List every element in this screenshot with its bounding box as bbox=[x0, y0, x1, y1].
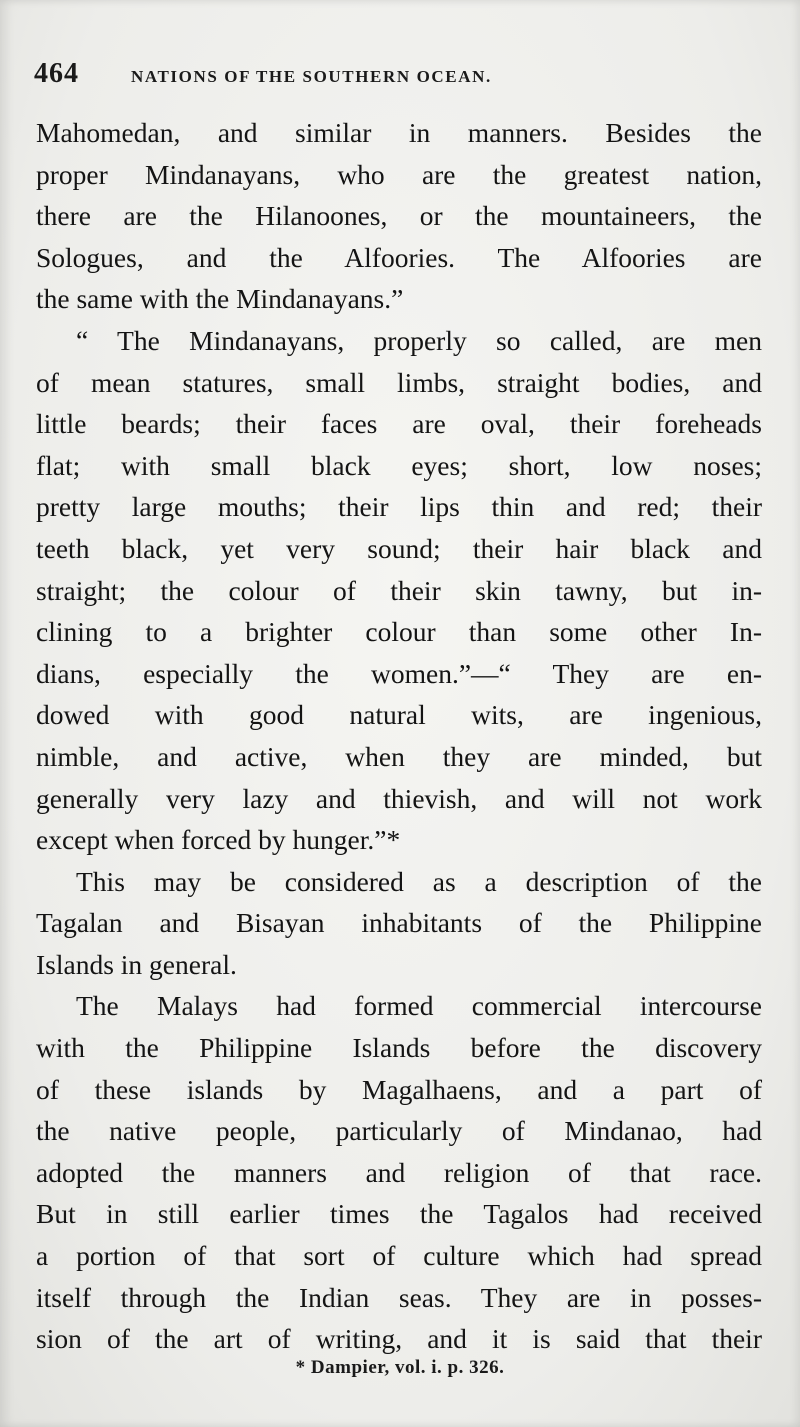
text-line: the native people, particularly of Mindanao, had bbox=[36, 1115, 762, 1147]
page-header bbox=[34, 58, 764, 98]
text-line: generally very lazy and thievish, and will not work bbox=[36, 782, 762, 814]
text-line: the same with the Mindanayans.” bbox=[36, 283, 404, 315]
text-line: clining to a brighter colour than some other In- bbox=[36, 616, 762, 648]
text-line: pretty large mouths; their lips thin and red; their bbox=[36, 491, 762, 523]
body-text bbox=[36, 112, 762, 1360]
footnote: * Dampier, vol. i. p. 326. bbox=[295, 1357, 505, 1378]
text-line: of mean statures, small limbs, straight bodies, and bbox=[36, 366, 762, 398]
text-line: adopted the manners and religion of that race. bbox=[36, 1156, 762, 1188]
text-line: Tagalan and Bisayan inhabitants of the Philippine bbox=[36, 907, 762, 939]
text-line: except when forced by hunger.”* bbox=[36, 824, 401, 856]
running-head: NATIONS OF THE SOUTHERN OCEAN. bbox=[131, 67, 492, 86]
text-line: sion of the art of writing, and it is said that their bbox=[36, 1323, 762, 1355]
text-line: Mahomedan, and similar in manners. Besides the bbox=[36, 117, 762, 148]
text-line: of these islands by Magalhaens, and a part of bbox=[36, 1073, 762, 1105]
text-line: itself through the Indian seas. They are in posses- bbox=[36, 1281, 762, 1313]
text-line: dians, especially the women.”—“ They are en- bbox=[36, 657, 762, 689]
text-line: there are the Hilanoones, or the mountaineers, the bbox=[36, 200, 762, 232]
text-line: nimble, and active, when they are minded, but bbox=[36, 740, 762, 772]
text-line: Sologues, and the Alfoories. The Alfoories are bbox=[36, 241, 762, 273]
text-line: “ The Mindanayans, properly so called, are men bbox=[76, 324, 762, 356]
text-line: But in still earlier times the Tagalos had received bbox=[36, 1198, 762, 1230]
text-line: This may be considered as a description of the bbox=[76, 865, 762, 897]
text-line: teeth black, yet very sound; their hair black and bbox=[36, 532, 762, 564]
text-line: proper Mindanayans, who are the greatest nation, bbox=[36, 158, 762, 190]
text-line: a portion of that sort of culture which had spread bbox=[36, 1240, 762, 1272]
text-line: straight; the colour of their skin tawny, but in- bbox=[36, 574, 762, 606]
text-line: little beards; their faces are oval, their foreheads bbox=[36, 408, 762, 440]
text-line: dowed with good natural wits, are ingenious, bbox=[36, 699, 762, 731]
text-line: with the Philippine Islands before the discovery bbox=[36, 1032, 762, 1064]
page-number: 464 bbox=[34, 58, 79, 89]
text-line: The Malays had formed commercial intercourse bbox=[76, 990, 762, 1022]
text-line: Islands in general. bbox=[36, 948, 237, 980]
text-line: flat; with small black eyes; short, low noses; bbox=[36, 449, 762, 481]
